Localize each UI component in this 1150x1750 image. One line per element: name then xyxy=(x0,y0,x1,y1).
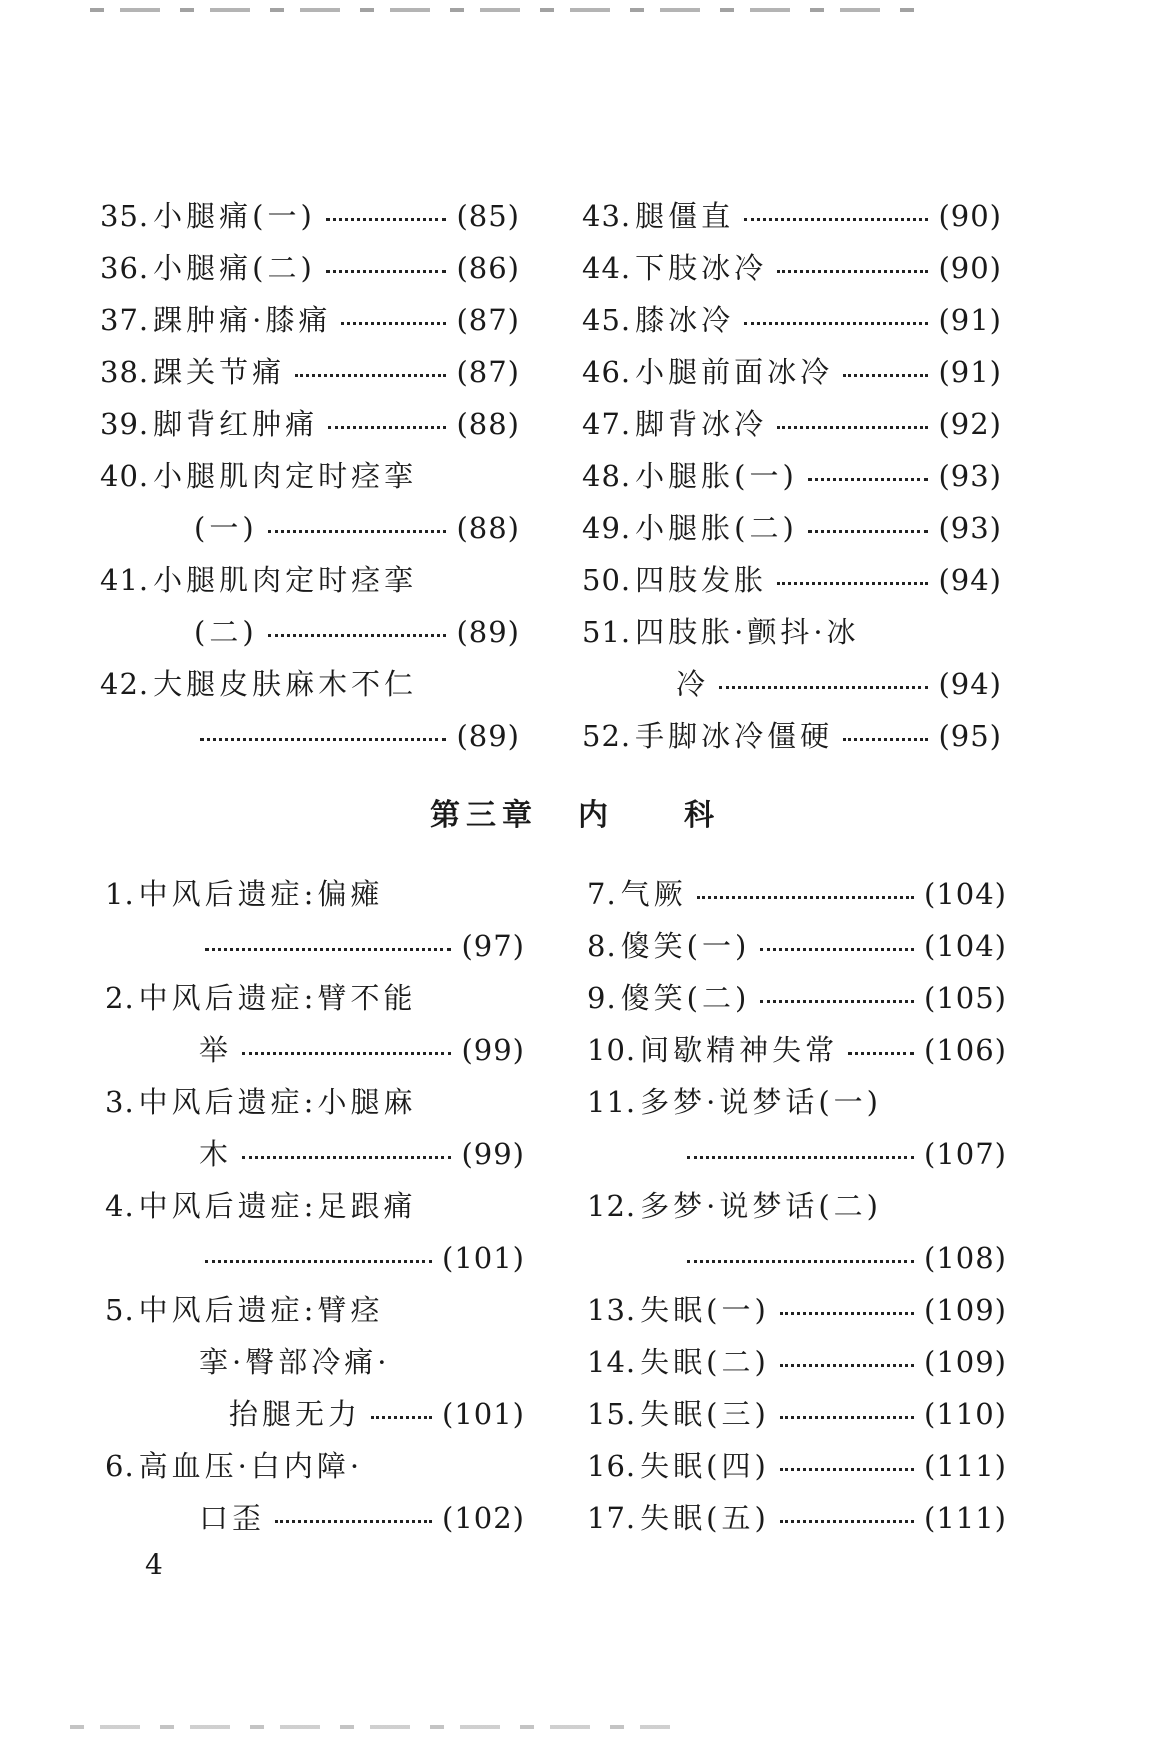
toc-entry-title: 四肢胀·颤抖·冰 xyxy=(635,615,860,649)
toc-entry-title: 四肢发胀 xyxy=(635,563,768,597)
toc-entry-line xyxy=(587,1388,1007,1440)
toc-entry xyxy=(582,190,1002,242)
toc-entry-title: 挛·臀部冷痛· xyxy=(199,1345,391,1379)
toc-entry-title: 大腿皮肤麻木不仁 xyxy=(153,667,418,701)
toc-leader-dots xyxy=(371,1416,432,1419)
toc-leader-dots xyxy=(744,322,928,325)
toc-entry-page: (93) xyxy=(938,511,1002,545)
toc-entry xyxy=(100,242,520,294)
toc-entry-page: (87) xyxy=(456,303,520,337)
toc-entry-title: 高血压·白内障· xyxy=(138,1449,364,1483)
toc-entry-page: (91) xyxy=(938,303,1002,337)
toc-entry-number: 10. xyxy=(587,1033,637,1067)
toc-entry xyxy=(100,450,520,554)
toc-leader-dots xyxy=(780,1312,914,1315)
toc-entry-title: 小腿前面冰冷 xyxy=(635,355,834,389)
toc-entry-title: 小腿肌肉定时痉挛 xyxy=(153,459,418,493)
toc-entry-line xyxy=(587,1336,1007,1388)
toc-entry-number: 52. xyxy=(582,719,632,753)
toc-entry-line xyxy=(582,398,1002,450)
toc-entry-line xyxy=(582,658,1002,710)
toc-entry-line xyxy=(100,554,520,606)
toc-entry-title: 傻笑(二) xyxy=(620,981,751,1015)
toc-leader-dots xyxy=(719,686,928,689)
toc-entry-page: (101) xyxy=(442,1397,525,1431)
toc-entry-page: (99) xyxy=(461,1137,525,1171)
toc-entry-line xyxy=(105,1284,525,1336)
toc-column-right-1 xyxy=(582,190,1002,762)
toc-entry-page: (111) xyxy=(924,1501,1007,1535)
toc-entry-title: 中风后遗症:小腿麻 xyxy=(138,1085,417,1119)
toc-entry-number: 14. xyxy=(587,1345,637,1379)
toc-entry-number: 50. xyxy=(582,563,632,597)
toc-entry-title: 气厥 xyxy=(620,877,687,911)
toc-entry-number: 17. xyxy=(587,1501,637,1535)
toc-entry xyxy=(100,346,520,398)
toc-entry xyxy=(105,1180,525,1284)
toc-entry-page: (104) xyxy=(924,877,1007,911)
page-number: 4 xyxy=(145,1548,163,1581)
toc-entry xyxy=(582,294,1002,346)
toc-leader-dots xyxy=(777,426,928,429)
toc-entry-page: (94) xyxy=(938,667,1002,701)
toc-entry-line xyxy=(100,398,520,450)
toc-entry xyxy=(587,1440,1007,1492)
toc-entry-line xyxy=(100,502,520,554)
toc-entry-page: (101) xyxy=(442,1241,525,1275)
toc-entry-page: (108) xyxy=(924,1241,1007,1275)
toc-entry-line xyxy=(105,1232,525,1284)
toc-entry-page: (89) xyxy=(456,615,520,649)
toc-entry-number: 42. xyxy=(100,667,150,701)
toc-entry-title: 举 xyxy=(199,1033,233,1067)
toc-entry-page: (91) xyxy=(938,355,1002,389)
toc-entry-title: (一) xyxy=(194,511,258,545)
toc-entry-line xyxy=(105,1336,525,1388)
toc-leader-dots xyxy=(780,1364,914,1367)
toc-entry xyxy=(587,1388,1007,1440)
toc-entry-number: 5. xyxy=(105,1293,135,1327)
toc-entry-title: 失眠(四) xyxy=(640,1449,770,1483)
toc-leader-dots xyxy=(326,218,447,221)
toc-entry-title: 小腿胀(一) xyxy=(635,459,798,493)
toc-entry-number: 51. xyxy=(582,615,632,649)
toc-entry-number: 48. xyxy=(582,459,632,493)
toc-entry-page: (90) xyxy=(938,199,1002,233)
toc-entry-number: 39. xyxy=(100,407,150,441)
toc-entry-number: 11. xyxy=(587,1085,637,1119)
toc-entry-page: (90) xyxy=(938,251,1002,285)
chapter-heading-word2: 科 xyxy=(684,798,720,833)
toc-entry-title: 小腿胀(二) xyxy=(635,511,798,545)
toc-entry-page: (86) xyxy=(456,251,520,285)
toc-entry-line xyxy=(100,294,520,346)
toc-entry-number: 3. xyxy=(105,1085,135,1119)
toc-entry xyxy=(105,972,525,1076)
toc-leader-dots xyxy=(295,374,446,377)
toc-entry-title: 口歪 xyxy=(199,1501,266,1535)
toc-entry-number: 12. xyxy=(587,1189,637,1223)
toc-entry-line xyxy=(100,450,520,502)
toc-entry-line xyxy=(582,606,1002,658)
toc-entry-title: 下肢冰冷 xyxy=(635,251,768,285)
toc-entry-title: 脚背红肿痛 xyxy=(153,407,319,441)
toc-entry-title: 失眠(五) xyxy=(640,1501,770,1535)
toc-entry-title: (二) xyxy=(194,615,258,649)
toc-entry xyxy=(582,450,1002,502)
toc-entry-title: 手脚冰冷僵硬 xyxy=(635,719,834,753)
toc-entry-title: 中风后遗症:臂痉 xyxy=(138,1293,384,1327)
toc-leader-dots xyxy=(760,1000,914,1003)
toc-entry xyxy=(582,710,1002,762)
toc-entry-line xyxy=(105,868,525,920)
toc-entry-number: 45. xyxy=(582,303,632,337)
toc-entry-title: 抬腿无力 xyxy=(229,1397,362,1431)
toc-entry xyxy=(582,606,1002,710)
toc-entry-line xyxy=(105,972,525,1024)
toc-entry-number: 35. xyxy=(100,199,150,233)
toc-entry-line xyxy=(587,1232,1007,1284)
toc-entry-number: 49. xyxy=(582,511,632,545)
toc-entry-number: 9. xyxy=(587,981,617,1015)
toc-entry-page: (88) xyxy=(456,407,520,441)
toc-entry-page: (109) xyxy=(924,1345,1007,1379)
toc-entry-page: (88) xyxy=(456,511,520,545)
toc-entry-line xyxy=(105,1128,525,1180)
toc-entry-number: 43. xyxy=(582,199,632,233)
toc-entry-page: (85) xyxy=(456,199,520,233)
toc-leader-dots xyxy=(777,582,928,585)
toc-entry-line xyxy=(582,190,1002,242)
toc-entry-line xyxy=(587,868,1007,920)
toc-entry-line xyxy=(582,346,1002,398)
toc-entry-page: (89) xyxy=(456,719,520,753)
toc-entry-title: 膝冰冷 xyxy=(635,303,735,337)
toc-entry-number: 44. xyxy=(582,251,632,285)
toc-entry xyxy=(587,1024,1007,1076)
toc-entry-line xyxy=(587,1128,1007,1180)
toc-entry-number: 4. xyxy=(105,1189,135,1223)
toc-entry-line xyxy=(587,1284,1007,1336)
toc-entry-title: 脚背冰冷 xyxy=(635,407,768,441)
toc-entry-title: 失眠(一) xyxy=(640,1293,770,1327)
toc-leader-dots xyxy=(848,1052,914,1055)
toc-entry-number: 13. xyxy=(587,1293,637,1327)
toc-entry-line xyxy=(105,1440,525,1492)
toc-leader-dots xyxy=(268,634,447,637)
toc-entry-title: 中风后遗症:偏瘫 xyxy=(138,877,384,911)
toc-entry-line xyxy=(105,920,525,972)
scan-artifact-bottom xyxy=(70,1725,670,1729)
toc-entry-line xyxy=(587,920,1007,972)
toc-entry-number: 40. xyxy=(100,459,150,493)
toc-leader-dots xyxy=(328,426,446,429)
toc-entry-line xyxy=(587,1492,1007,1544)
toc-entry-page: (109) xyxy=(924,1293,1007,1327)
toc-entry-number: 46. xyxy=(582,355,632,389)
toc-leader-dots xyxy=(687,1156,914,1159)
toc-entry-line xyxy=(582,554,1002,606)
toc-leader-dots xyxy=(275,1520,432,1523)
toc-entry-title: 踝肿痛·膝痛 xyxy=(153,303,332,337)
toc-entry xyxy=(587,1284,1007,1336)
toc-entry-line xyxy=(582,294,1002,346)
toc-entry-line xyxy=(100,710,520,762)
toc-entry-title: 多梦·说梦话(二) xyxy=(640,1189,882,1223)
toc-entry-page: (105) xyxy=(924,981,1007,1015)
toc-entry xyxy=(582,398,1002,450)
toc-entry-number: 47. xyxy=(582,407,632,441)
toc-entry-line xyxy=(587,1440,1007,1492)
toc-leader-dots xyxy=(687,1260,914,1263)
toc-entry-title: 小腿痛(一) xyxy=(153,199,316,233)
toc-entry-number: 2. xyxy=(105,981,135,1015)
toc-entry-title: 间歇精神失常 xyxy=(640,1033,839,1067)
toc-leader-dots xyxy=(242,1052,451,1055)
toc-leader-dots xyxy=(777,270,928,273)
toc-entry xyxy=(587,868,1007,920)
toc-entry xyxy=(582,554,1002,606)
toc-entry-title: 踝关节痛 xyxy=(153,355,286,389)
toc-entry-title: 傻笑(一) xyxy=(620,929,751,963)
toc-entry-line xyxy=(105,1180,525,1232)
toc-entry-page: (104) xyxy=(924,929,1007,963)
toc-leader-dots xyxy=(808,478,929,481)
toc-leader-dots xyxy=(326,270,447,273)
toc-entry-line xyxy=(100,346,520,398)
toc-entry xyxy=(105,868,525,972)
toc-entry-title: 中风后遗症:臂不能 xyxy=(138,981,417,1015)
toc-entry xyxy=(587,1336,1007,1388)
toc-entry-title: 失眠(三) xyxy=(640,1397,770,1431)
toc-entry-title: 失眠(二) xyxy=(640,1345,770,1379)
toc-leader-dots xyxy=(205,948,451,951)
toc-entry xyxy=(587,1492,1007,1544)
toc-entry-line xyxy=(587,1180,1007,1232)
toc-entry-number: 1. xyxy=(105,877,135,911)
toc-entry-page: (92) xyxy=(938,407,1002,441)
toc-column-left-2 xyxy=(105,868,525,1544)
toc-entry xyxy=(582,242,1002,294)
toc-entry-line xyxy=(587,1024,1007,1076)
toc-leader-dots xyxy=(205,1260,432,1263)
toc-entry-page: (87) xyxy=(456,355,520,389)
toc-entry-line xyxy=(100,242,520,294)
toc-entry-title: 冷 xyxy=(676,667,710,701)
toc-entry-number: 36. xyxy=(100,251,150,285)
toc-entry-line xyxy=(100,190,520,242)
toc-entry-number: 6. xyxy=(105,1449,135,1483)
chapter-heading-word1: 内 xyxy=(578,798,614,833)
toc-leader-dots xyxy=(744,218,928,221)
toc-leader-dots xyxy=(268,530,447,533)
toc-entry-line xyxy=(582,710,1002,762)
toc-entry-title: 小腿痛(二) xyxy=(153,251,316,285)
toc-entry-line xyxy=(105,1492,525,1544)
toc-entry-number: 16. xyxy=(587,1449,637,1483)
toc-entry-page: (97) xyxy=(461,929,525,963)
toc-entry-page: (95) xyxy=(938,719,1002,753)
toc-entry-page: (94) xyxy=(938,563,1002,597)
toc-entry-line xyxy=(105,1076,525,1128)
toc-entry-line xyxy=(587,972,1007,1024)
toc-entry-page: (111) xyxy=(924,1449,1007,1483)
toc-leader-dots xyxy=(780,1416,914,1419)
toc-leader-dots xyxy=(242,1156,451,1159)
toc-entry-line xyxy=(582,502,1002,554)
toc-entry-page: (106) xyxy=(924,1033,1007,1067)
toc-entry-title: 木 xyxy=(199,1137,233,1171)
toc-leader-dots xyxy=(760,948,914,951)
toc-entry-line xyxy=(105,1024,525,1076)
toc-leader-dots xyxy=(341,322,446,325)
toc-entry-line xyxy=(587,1076,1007,1128)
toc-entry-line xyxy=(100,606,520,658)
toc-entry-number: 8. xyxy=(587,929,617,963)
toc-leader-dots xyxy=(780,1520,914,1523)
toc-entry-line xyxy=(100,658,520,710)
toc-leader-dots xyxy=(843,374,928,377)
toc-entry xyxy=(587,1180,1007,1284)
toc-entry xyxy=(587,1076,1007,1180)
chapter-heading xyxy=(0,790,1150,834)
toc-entry-page: (99) xyxy=(461,1033,525,1067)
toc-entry xyxy=(105,1284,525,1440)
toc-entry-line xyxy=(105,1388,525,1440)
toc-entry-line xyxy=(582,450,1002,502)
toc-entry-title: 多梦·说梦话(一) xyxy=(640,1085,882,1119)
scan-artifact-top xyxy=(90,8,930,12)
toc-entry-page: (102) xyxy=(442,1501,525,1535)
toc-entry-title: 腿僵直 xyxy=(635,199,735,233)
toc-entry xyxy=(587,972,1007,1024)
toc-column-right-2 xyxy=(587,868,1007,1544)
toc-entry-number: 7. xyxy=(587,877,617,911)
toc-entry xyxy=(100,554,520,658)
toc-entry-page: (110) xyxy=(924,1397,1007,1431)
toc-entry-number: 41. xyxy=(100,563,150,597)
toc-entry-title: 小腿肌肉定时痉挛 xyxy=(153,563,418,597)
toc-leader-dots xyxy=(200,738,446,741)
toc-leader-dots xyxy=(808,530,929,533)
toc-entry xyxy=(100,294,520,346)
toc-entry-page: (107) xyxy=(924,1137,1007,1171)
toc-leader-dots xyxy=(697,896,914,899)
toc-entry-number: 37. xyxy=(100,303,150,337)
toc-entry-title: 中风后遗症:足跟痛 xyxy=(138,1189,417,1223)
toc-entry xyxy=(105,1440,525,1544)
toc-entry-number: 38. xyxy=(100,355,150,389)
toc-entry xyxy=(587,920,1007,972)
toc-entry xyxy=(582,502,1002,554)
toc-entry xyxy=(100,398,520,450)
toc-entry xyxy=(105,1076,525,1180)
toc-entry xyxy=(100,658,520,762)
toc-entry xyxy=(100,190,520,242)
toc-leader-dots xyxy=(843,738,928,741)
toc-entry xyxy=(582,346,1002,398)
toc-entry-page: (93) xyxy=(938,459,1002,493)
chapter-heading-number: 第三章 xyxy=(430,798,538,833)
toc-entry-number: 15. xyxy=(587,1397,637,1431)
toc-column-left-1 xyxy=(100,190,520,762)
toc-leader-dots xyxy=(780,1468,914,1471)
toc-entry-line xyxy=(582,242,1002,294)
